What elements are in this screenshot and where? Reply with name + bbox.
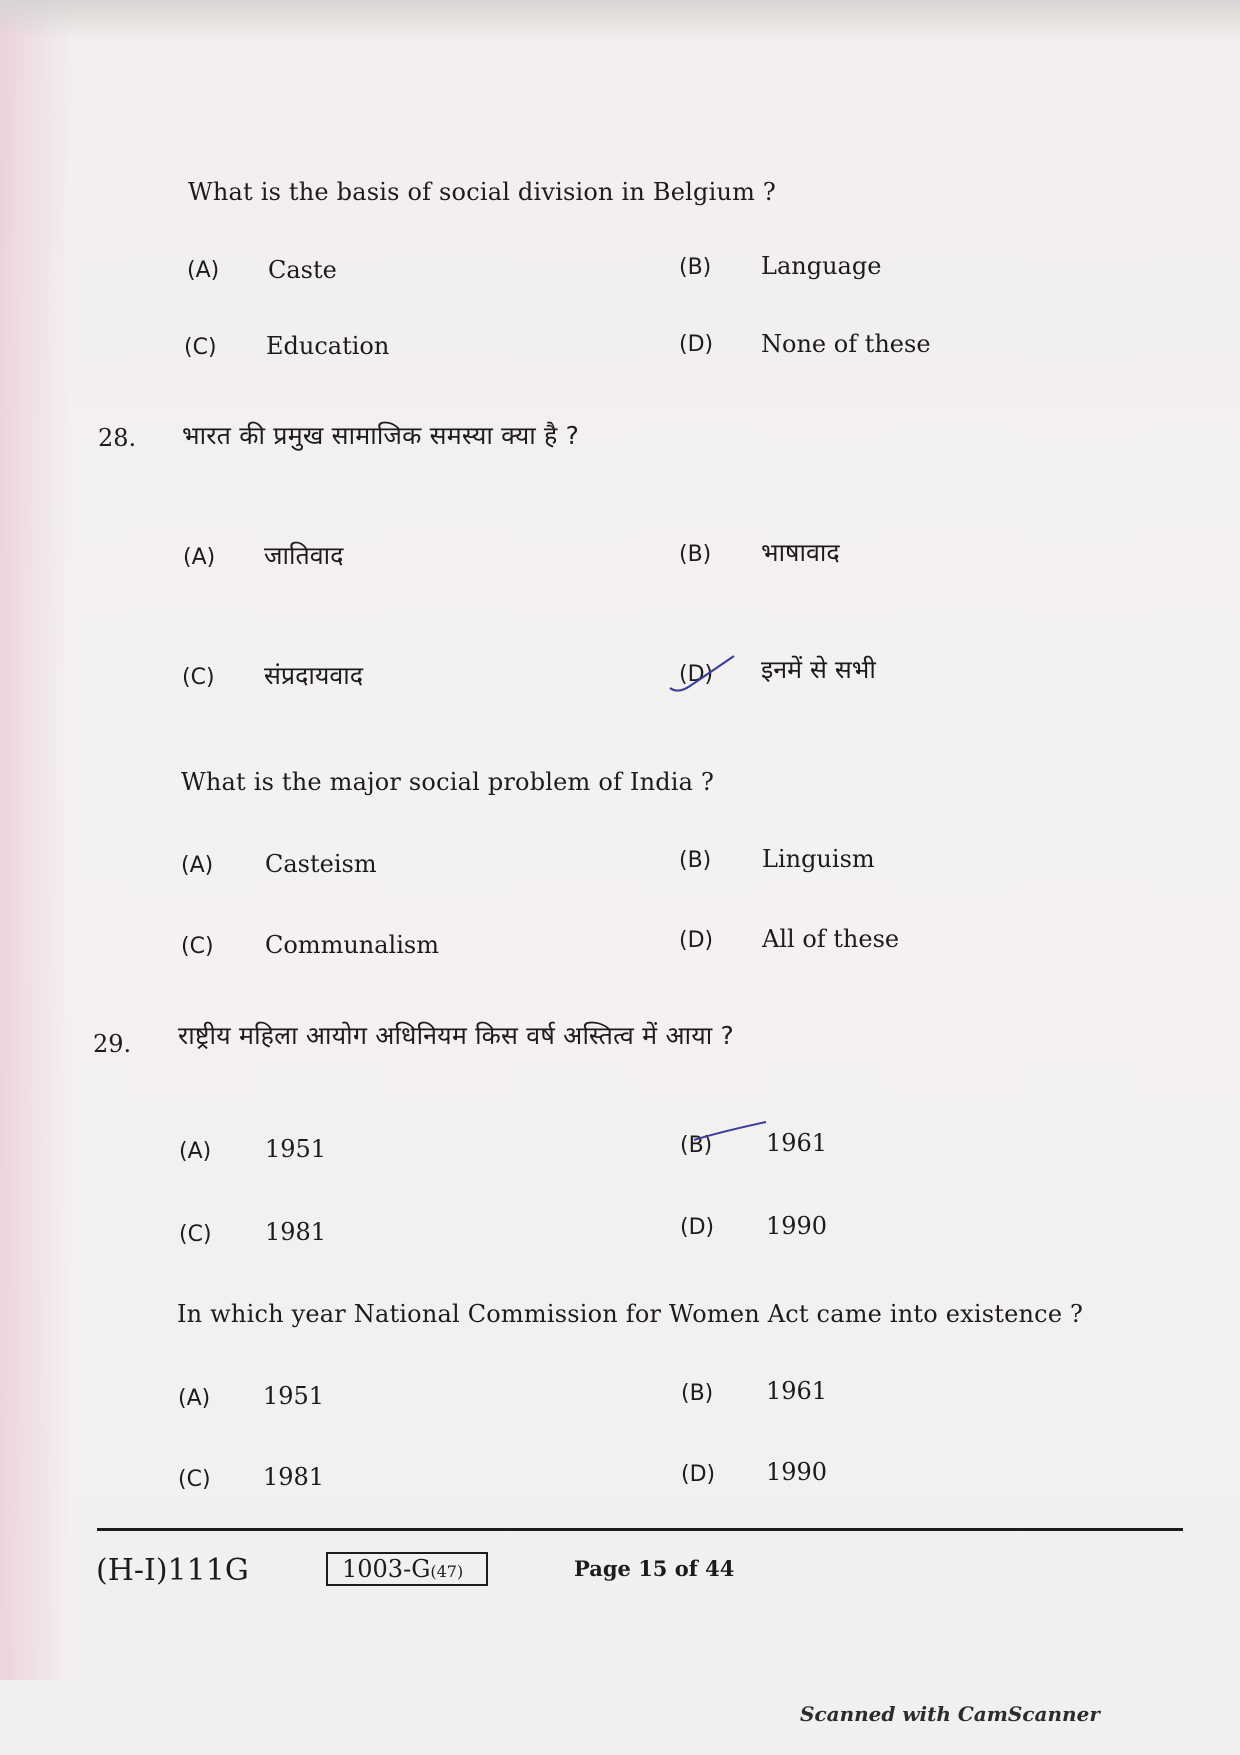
q28-option-a-text: Casteism (265, 850, 377, 878)
page-edge-tint (0, 0, 70, 1680)
q29-option-b-text: 1961 (766, 1377, 828, 1405)
q28-hindi-option-c-label: (C) (182, 665, 215, 690)
q27-option-d-text: None of these (761, 330, 931, 358)
q28-hindi-option-b-label: (B) (679, 542, 712, 567)
q29-option-d-text: 1990 (766, 1458, 828, 1486)
q29-hindi-option-b-label: (B) (680, 1133, 713, 1158)
q27-option-d-label: (D) (679, 332, 714, 357)
footer-rule (97, 1528, 1183, 1531)
q29-hindi-option-d-text: 1990 (766, 1212, 828, 1240)
q28-option-b-text: Linguism (762, 845, 875, 873)
q28-hindi-option-d-text: इनमें से सभी (761, 655, 876, 684)
q27-option-a-label: (A) (187, 258, 220, 283)
q29-hindi-option-a-text: 1951 (265, 1135, 327, 1163)
q28-question-hindi: भारत की प्रमुख सामाजिक समस्या क्या है ? (182, 421, 580, 450)
q27-option-b-text: Language (761, 252, 882, 280)
q29-option-c-text: 1981 (263, 1463, 325, 1491)
footer-paper-code: (H-I)111G (96, 1553, 249, 1588)
q29-hindi-option-d-label: (D) (680, 1215, 715, 1240)
q28-option-b-label: (B) (679, 848, 712, 873)
footer-set-code: 1003-G (342, 1555, 431, 1583)
q29-question-english: In which year National Commission for Women Act came into existence ? (177, 1300, 1084, 1328)
q28-hindi-option-b-text: भाषावाद (761, 538, 840, 567)
q29-option-a-label: (A) (178, 1386, 211, 1411)
q28-option-d-text: All of these (762, 925, 900, 953)
pen-tick-mark (668, 650, 738, 695)
q29-option-c-label: (C) (178, 1467, 211, 1492)
pen-strike-mark (690, 1118, 770, 1148)
q29-option-a-text: 1951 (263, 1382, 325, 1410)
footer-set-code-sub: (47) (430, 1562, 464, 1581)
q29-hindi-option-b-text: 1961 (766, 1129, 828, 1157)
q27-option-c-text: Education (266, 332, 390, 360)
q28-number: 28. (98, 424, 137, 452)
q28-hindi-option-c-text: संप्रदायवाद (264, 661, 364, 690)
q29-hindi-option-c-label: (C) (179, 1222, 212, 1247)
q29-option-d-label: (D) (681, 1462, 716, 1487)
footer-page-number: Page 15 of 44 (574, 1556, 735, 1581)
q28-option-c-label: (C) (181, 934, 214, 959)
q27-question-english: What is the basis of social division in Belgium ? (188, 178, 776, 206)
q28-question-english: What is the major social problem of India ? (181, 768, 715, 796)
q29-option-b-label: (B) (681, 1381, 714, 1406)
q27-option-a-text: Caste (268, 256, 337, 284)
q29-question-hindi: राष्ट्रीय महिला आयोग अधिनियम किस वर्ष अस्तित्व में आया ? (178, 1021, 735, 1050)
q28-hindi-option-d-label: (D) (679, 662, 714, 687)
footer-set-code-box (326, 1552, 488, 1586)
page-top-shadow (0, 0, 1240, 40)
camscanner-watermark: Scanned with CamScanner (800, 1702, 1100, 1726)
q29-number: 29. (93, 1030, 132, 1058)
q29-hindi-option-a-label: (A) (179, 1139, 212, 1164)
q28-hindi-option-a-label: (A) (183, 545, 216, 570)
q28-option-a-label: (A) (181, 853, 214, 878)
q27-option-b-label: (B) (679, 255, 712, 280)
q28-hindi-option-a-text: जातिवाद (264, 541, 344, 570)
q27-option-c-label: (C) (184, 335, 217, 360)
q28-option-c-text: Communalism (265, 931, 439, 959)
q29-hindi-option-c-text: 1981 (265, 1218, 327, 1246)
q28-option-d-label: (D) (679, 928, 714, 953)
